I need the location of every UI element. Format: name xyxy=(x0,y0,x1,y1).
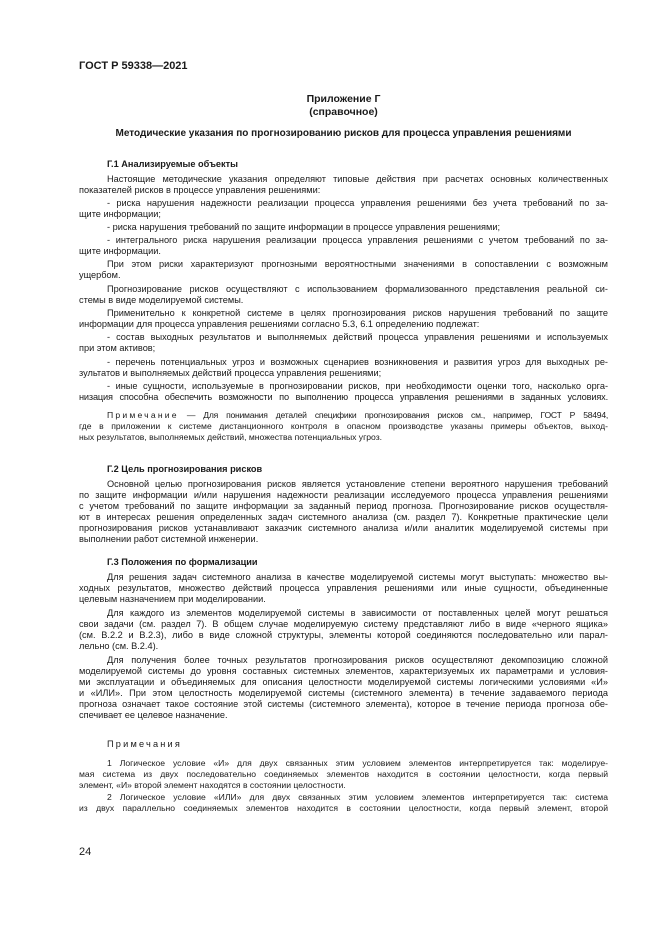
paragraph-line: - интегрального риска нарушения реализации процесса управления решениями с учетом требований по за- xyxy=(107,235,608,245)
note-line: 1 Логическое условие «И» для двух связанных этим условием элементов интерпретируется так: моделируе- xyxy=(107,758,608,768)
note-cont xyxy=(79,421,608,432)
note-item-cont xyxy=(79,780,608,791)
paragraph xyxy=(79,608,608,619)
paragraph-line: щите информации. xyxy=(79,246,161,256)
note-line: где в приложении к системе дистанционного контроля в опасном производстве указаны примеры объектов, выход- xyxy=(79,421,608,431)
paragraph-cont xyxy=(79,594,608,605)
paragraph-line: прогноза означает такое состояние этой системы (системного элемента), которое в течение периода прогноза обе- xyxy=(79,699,608,709)
list-item-cont xyxy=(79,392,608,403)
list-item xyxy=(79,357,608,368)
note xyxy=(79,410,608,421)
paragraph-line: спечивает ее целевое назначение. xyxy=(79,710,228,720)
paragraph-line: показателей рисков в процессе управления решениями: xyxy=(79,185,321,195)
paragraph-cont xyxy=(79,641,608,652)
paragraph-line: ходных результатов, множество действий процесса управления решениями или иные сущности, объединенные xyxy=(79,583,608,593)
list-item xyxy=(79,332,608,343)
paragraph-line: целевым назначением при моделировании. xyxy=(79,594,266,604)
note-line: мая система из двух последовательно соединяемых элементов находится в состоянии целостности, когда первый xyxy=(79,769,608,779)
paragraph xyxy=(79,259,608,270)
note-line: ных результатов, выполняемых действий, множества потенциальных угроз. xyxy=(79,432,383,442)
paragraph-line: моделируемой системы до уровня составных системных элементов, характеризуемых их параметрами и условия- xyxy=(79,666,608,676)
paragraph-cont xyxy=(79,295,608,306)
paragraph-line: - риска нарушения надежности реализации процесса управления решениями без учета требований по за- xyxy=(107,198,608,208)
note-item-cont xyxy=(79,769,608,780)
paragraph-line: информации для процесса управления решениями согласно 5.3, 6.1 определению подлежат: xyxy=(79,319,480,329)
list-item-cont xyxy=(79,246,608,257)
section-heading-g1: Г.1 Анализируемые объекты xyxy=(107,159,238,169)
paragraph-line: свои задачи (см. раздел 7). В общем случае моделируемую систему представляют либо в виде «черного ящика» xyxy=(79,619,608,629)
note-text: — Для понимания деталей специфики прогнозирования рисков см., например, ГОСТ Р 58494, xyxy=(178,410,608,420)
list-item xyxy=(79,381,608,392)
notes-heading xyxy=(79,739,608,750)
paragraph xyxy=(79,572,608,583)
paragraph-cont xyxy=(79,699,608,710)
appendix-subtitle: (справочное) xyxy=(309,106,378,118)
paragraph-line: стемы в виде моделируемой системы. xyxy=(79,295,244,305)
note-item xyxy=(79,792,608,803)
paragraph xyxy=(79,174,608,185)
paragraph-line: Основной целью прогнозирования рисков является установление степени вероятного нарушения требований xyxy=(107,479,608,489)
paragraph-cont xyxy=(79,666,608,677)
paragraph-cont xyxy=(79,270,608,281)
paragraph-line: с учетом требований по защите информации за заданный период прогноза. Прогнозирование рисков осуществля- xyxy=(79,501,608,511)
list-item xyxy=(79,198,608,209)
note-cont xyxy=(79,432,608,443)
appendix-title: Приложение Г xyxy=(306,93,381,105)
paragraph-line: При этом риски характеризуют прогнозными вероятностными значениями в сопоставлении с возможным xyxy=(107,259,608,269)
paragraph-cont xyxy=(79,512,608,523)
note-line xyxy=(107,410,608,421)
section-heading-g2: Г.2 Цель прогнозирования рисков xyxy=(107,464,263,474)
paragraph-line: низация способна обеспечить возможности по выполнению процесса управления решениями в заданных условиях. xyxy=(79,392,608,402)
paragraph-cont xyxy=(79,319,608,330)
paragraph-cont xyxy=(79,619,608,630)
paragraph xyxy=(79,655,608,666)
note-line: элемент, «И» второй элемент находятся в состоянии целостности. xyxy=(79,780,346,790)
paragraph-line: выполнении работ системной инженерии. xyxy=(79,534,259,544)
paragraph-line: зультатов и выполняемых действий процесса управления решениями; xyxy=(79,368,382,378)
paragraph-line: Применительно к конкретной системе в целях прогнозирования рисков нарушения требований по защите xyxy=(107,308,608,318)
paragraph-line: ми эксплуатации и объединяемых для описания целостности моделируемой системы логическими условиями «И» xyxy=(79,677,608,687)
list-item-cont xyxy=(79,343,608,354)
paragraph xyxy=(79,284,608,295)
paragraph-line: Прогнозирование рисков осуществляют с использованием формализованного представления реальной си- xyxy=(107,284,608,294)
page-number: 24 xyxy=(79,846,92,858)
paragraph-line: - риска нарушения требований по защите информации в процессе управления решениями; xyxy=(107,222,500,232)
paragraph xyxy=(79,308,608,319)
paragraph-line: Для каждого из элементов моделируемой системы в зависимости от поставленных целей могут решаться xyxy=(107,608,608,618)
list-item xyxy=(79,222,608,233)
note-line: из двух параллельно соединяемых элементов находится в состоянии целостности, когда первый элемент, второй xyxy=(79,803,608,813)
paragraph-cont xyxy=(79,185,608,196)
note-label: Примечание xyxy=(107,410,179,420)
paragraph-line: (см. В.2.2 и В.2.3), либо в виде сложной структуры, элементы которой соединяются последовательно или парал- xyxy=(79,630,608,640)
paragraph-cont xyxy=(79,583,608,594)
paragraph-line: Для решения задач системного анализа в качестве моделируемой системы могут выступать: множество вы- xyxy=(107,572,608,582)
paragraph-line: ют в интересах решения определенных задач системного анализа (см. раздел 7). Конкретные практические цели xyxy=(79,512,608,522)
paragraph-line: при этом активов; xyxy=(79,343,156,353)
list-item-cont xyxy=(79,368,608,379)
paragraph-cont xyxy=(79,490,608,501)
list-item-cont xyxy=(79,209,608,220)
note-item-cont xyxy=(79,803,608,814)
paragraph-line: и «ИЛИ». При этом целостность моделируемой системы (системного элемента) в течение задаваемого периода xyxy=(79,688,608,698)
note-line: 2 Логическое условие «ИЛИ» для двух связанных этим условием элементов интерпретируется так: система xyxy=(107,792,608,802)
paragraph-cont xyxy=(79,523,608,534)
paragraph-line: ущербом. xyxy=(79,270,121,280)
paragraph-line: щите информации; xyxy=(79,209,161,219)
paragraph-cont xyxy=(79,501,608,512)
paragraph-line: - иные сущности, используемые в прогнозировании рисков, при необходимости оценки того, насколько орга- xyxy=(107,381,608,391)
paragraph-cont xyxy=(79,534,608,545)
section-heading-g3: Г.3 Положения по формализации xyxy=(107,557,258,567)
paragraph-line: - состав выходных результатов и выполняемых действий процесса управления решениями и используемых xyxy=(107,332,608,342)
paragraph-cont xyxy=(79,688,608,699)
paragraph-line: Настоящие методические указания определяют типовые действия при расчетах основных количественных xyxy=(107,174,608,184)
paragraph-line: - перечень потенциальных угроз и возможных сценариев возникновения и развития угроз для выходных ре- xyxy=(107,357,608,367)
list-item xyxy=(79,235,608,246)
document-title: Методические указания по прогнозированию рисков для процесса управления решениями xyxy=(115,128,572,139)
paragraph-line: по защите информации и/или нарушения надежности реализации исследуемого процесса управления решениями xyxy=(79,490,608,500)
paragraph-cont xyxy=(79,677,608,688)
paragraph-line: прогнозирования рисков устанавливают заказчик системного анализа и/или аналитик моделируемой системы при xyxy=(79,523,608,533)
note-item xyxy=(79,758,608,769)
paragraph xyxy=(79,479,608,490)
paragraph-line: Для получения более точных результатов прогнозирования рисков осуществляют декомпозицию сложной xyxy=(107,655,608,665)
paragraph-cont xyxy=(79,710,608,721)
paragraph-line: лельно (см. В.2.4). xyxy=(79,641,159,651)
paragraph-cont xyxy=(79,630,608,641)
notes-label: Примечания xyxy=(107,739,183,749)
standard-number: ГОСТ Р 59338—2021 xyxy=(79,60,188,72)
